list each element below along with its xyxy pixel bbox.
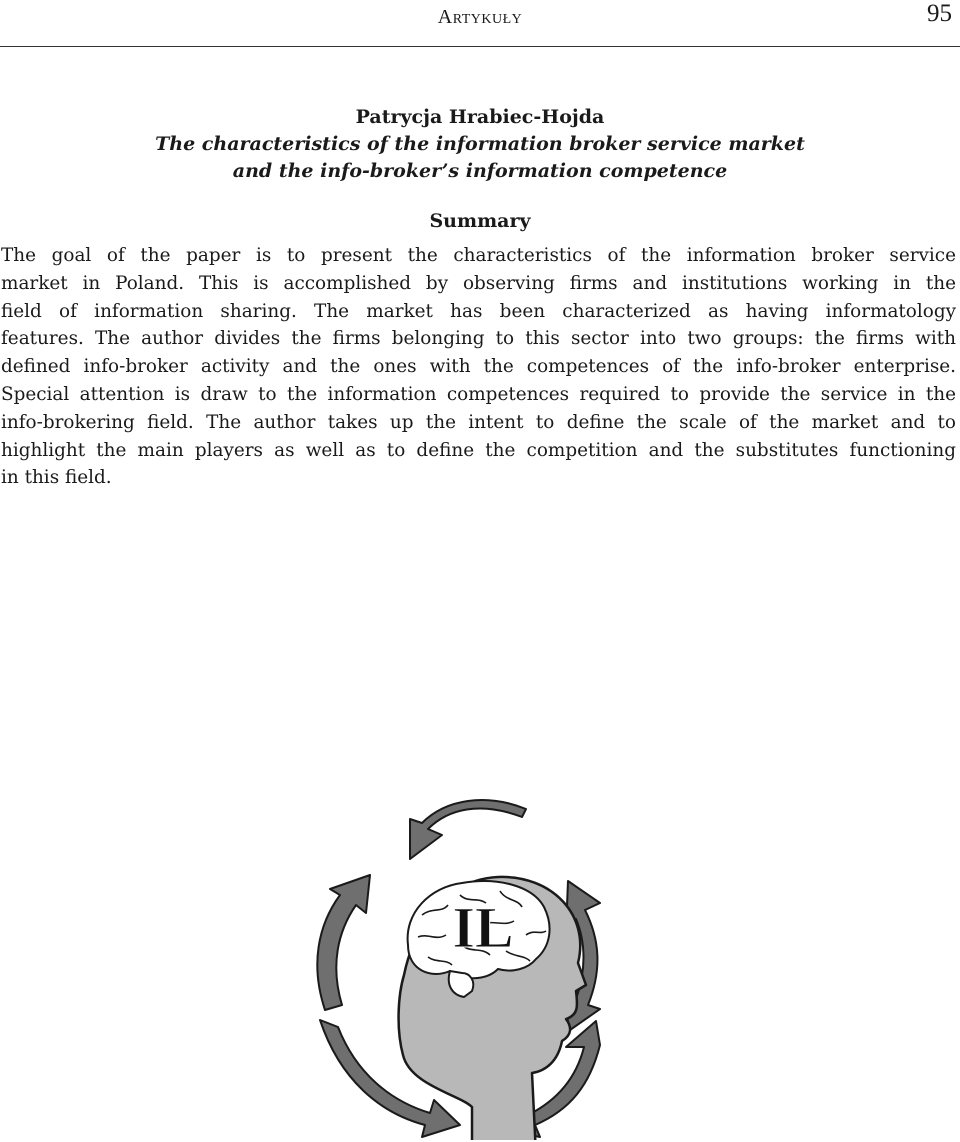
arrow-icon bbox=[410, 800, 526, 859]
article-title-line-2: and the info-broker’s information competence bbox=[232, 160, 728, 182]
abstract-line: features. The author divides the firms belonging to this sector into two groups: the firms with bbox=[1, 328, 956, 350]
abstract-line: info-brokering field. The author takes up the intent to define the scale of the market and to bbox=[1, 411, 956, 433]
header-rule bbox=[0, 46, 960, 47]
section-name: Artykuły bbox=[437, 6, 523, 28]
abstract-line: defined info-broker activity and the ones with the competences of the info-broker enterprise. bbox=[1, 356, 956, 378]
abstract-line: market in Poland. This is accomplished by observing firms and institutions working in the bbox=[1, 272, 956, 294]
arrow-icon bbox=[317, 875, 370, 1010]
abstract-line: in this field. bbox=[1, 467, 112, 489]
author-name: Patrycja Hrabiec-Hojda bbox=[355, 106, 605, 128]
running-head bbox=[0, 0, 960, 50]
page-number: 95 bbox=[927, 0, 952, 27]
article-title-line-1: The characteristics of the information broker service market bbox=[155, 133, 805, 155]
abstract-line: The goal of the paper is to present the characteristics of the information broker service bbox=[1, 245, 956, 266]
abstract bbox=[1, 242, 956, 492]
summary-heading: Summary bbox=[429, 210, 531, 232]
journal-logo bbox=[300, 795, 645, 1140]
abstract-line: Special attention is draw to the information competences required to provide the service in the bbox=[1, 383, 956, 405]
abstract-line: highlight the main players as well as to define the competition and the substitutes functioning bbox=[1, 439, 956, 461]
abstract-line: field of information sharing. The market has been characterized as having informatology bbox=[1, 300, 956, 322]
logo-monogram: IL bbox=[452, 895, 514, 960]
